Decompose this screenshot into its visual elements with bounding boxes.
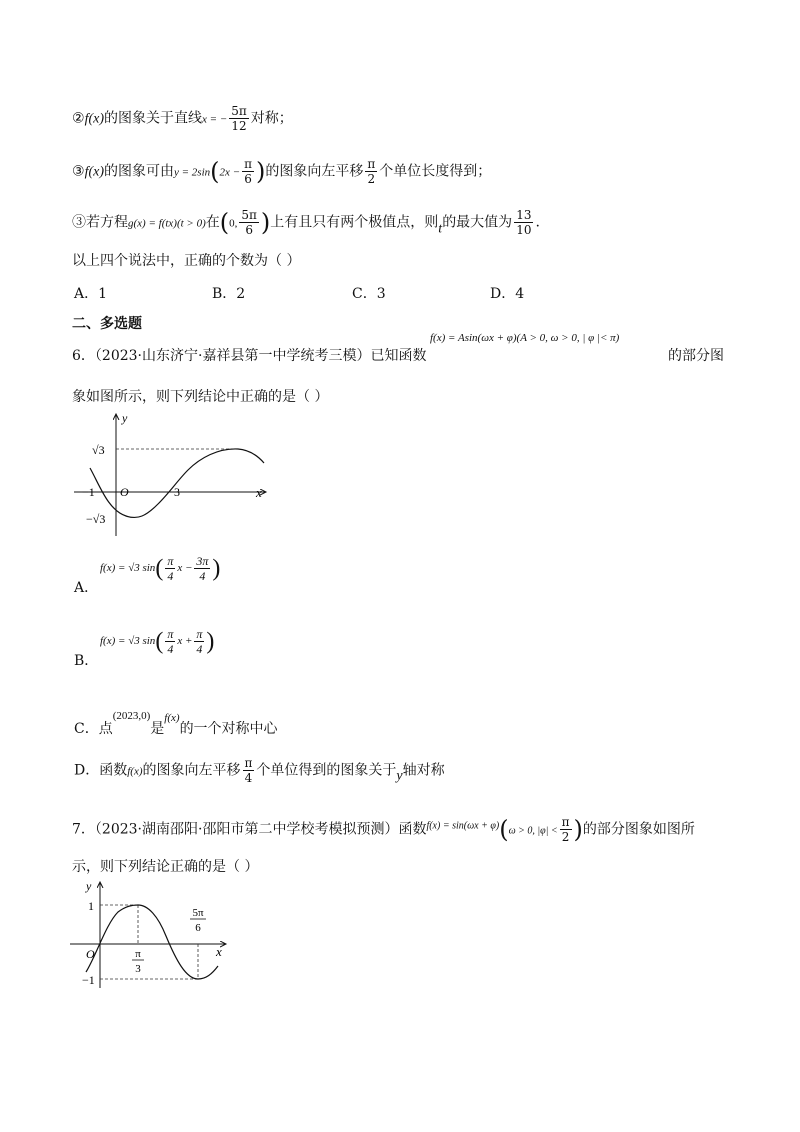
question-6-tail: 的部分图: [668, 348, 724, 364]
statement-3-inner: 2x −: [219, 166, 241, 179]
question-5-stem: 以上四个说法中，正确的个数为（ ）: [72, 253, 301, 269]
statement-2-mark: ②: [72, 110, 85, 127]
statement-2-fraction: $\frac{5\pi}{12}$: [231, 104, 247, 133]
question-7-formula: f(x) = sin(ωx + φ): [426, 820, 500, 832]
question-5-option-b[interactable]: B．2: [212, 286, 246, 302]
question-6-source: （2023·山东济宁·嘉祥县第一中学统考三模）已知函数: [94, 348, 427, 364]
graph-2-xtick-2-num: 5π: [192, 907, 204, 919]
statement-2-eq: x = −: [202, 113, 228, 126]
statement-3-text-mid: 的图象向左平移: [265, 163, 364, 180]
statement-3-fraction: $\frac{\pi}{2}$: [367, 157, 376, 186]
statement-4-eq: g(x) = f(tx)(t > 0): [128, 217, 206, 230]
question-5-option-c[interactable]: C．3: [352, 286, 386, 302]
statement-4-interval: 0,: [229, 217, 238, 230]
statement-4-mark: ③若方程: [72, 214, 128, 231]
question-6-option-c[interactable]: C．点$^{(2023,0)}$是$^{f(x)}$的一个对称中心: [74, 710, 278, 737]
graph-2-ytick-top: 1: [88, 899, 94, 913]
statement-2-text: 的图象关于直线: [104, 110, 202, 127]
graph-2-x-label: x: [216, 944, 222, 959]
question-7-number: 7．: [72, 821, 95, 838]
statement-4: ③若方程g(x) = f(tx)(t > 0)在(0, $\frac{5\pi}{6}$ )上有且只有两个极值点，则t的最大值为 $\frac{13}{10}$ .: [72, 208, 540, 237]
graph-1-xtick-right: 3: [174, 485, 180, 499]
graph-2-origin: O: [86, 947, 95, 961]
graph-1-xtick-left: −1: [82, 485, 95, 499]
statement-3-func: y = 2sin: [174, 166, 211, 179]
question-6-option-a-formula: f(x) = √3 sin( $\frac{\pi}{4}$ x − $\frac{3\pi}{4}$ ): [100, 554, 221, 583]
statement-3-inner-fraction: $\frac{\pi}{6}$: [244, 157, 252, 186]
statement-4-text-mid: 上有且只有两个极值点，则: [270, 214, 439, 231]
statement-4-fraction: $\frac{13}{10}$: [516, 208, 532, 237]
graph-2-xtick-2-den: 6: [195, 922, 201, 934]
graph-1-x-label: x: [256, 485, 262, 500]
question-6-option-d[interactable]: D．函数f(x)的图象向左平移 $\frac{\pi}{4}$ 个单位得到的图象关于y轴对称: [74, 756, 445, 785]
statement-3-fx: f(x): [84, 164, 104, 180]
question-6-number: 6．: [72, 348, 95, 364]
statement-2: [72, 104, 293, 133]
statement-3-text: 的图象可由: [104, 163, 174, 180]
question-7-condition-fraction: $\frac{\pi}{2}$: [561, 815, 570, 844]
question-7-tail: 的部分图象如图所: [582, 821, 695, 838]
question-7-line1: 7．（2023·湖南邵阳·邵阳市第二中学校考模拟预测）函数$^{f(x) = sin(\omega x + \varphi)}$(ω > 0, |φ| < $\frac{\pi}{2}$ )的部分图象如图所: [72, 815, 695, 844]
question-6-line2: 象如图所示，则下列结论中正确的是（ ）: [72, 389, 329, 405]
statement-4-t: t: [438, 221, 443, 237]
question-6-line1: [72, 345, 426, 365]
question-6-option-b-formula: f(x) = √3 sin( $\frac{\pi}{4}$ x + $\frac{\pi}{4}$ ): [100, 627, 215, 656]
statement-2-fx: f(x): [84, 111, 104, 127]
question-7-condition: ω > 0, |φ| <: [508, 825, 558, 837]
statement-4-text-mid2: 的最大值为: [442, 214, 513, 231]
graph-2-y-label: y: [86, 879, 92, 893]
question-6-option-b[interactable]: B．: [74, 653, 99, 669]
question-7-line2: 示，则下列结论正确的是（ ）: [72, 859, 259, 875]
question-6-formula: f(x) = Asin(ωx + φ)(A > 0, ω > 0, | φ |< π): [430, 332, 620, 344]
statement-4-interval-fraction: $\frac{5\pi}{6}$: [241, 208, 257, 237]
question-5-option-a[interactable]: A．1: [74, 286, 108, 302]
question-6-option-a[interactable]: A．: [74, 580, 99, 596]
graph-1: [70, 408, 280, 538]
section-title: 二、多选题: [72, 316, 142, 332]
statement-2-text-end: 对称；: [250, 110, 293, 127]
statement-3: ③f(x)的图象可由y = 2sin(2x − $\frac{\pi}{6}$ )的图象向左平移 $\frac{\pi}{2}$ 个单位长度得到；: [72, 157, 492, 186]
question-7-source: （2023·湖南邵阳·邵阳市第二中学校考模拟预测）函数: [94, 821, 427, 838]
graph-1-ytick-bottom: −√3: [86, 512, 106, 526]
statement-4-text: 在: [205, 214, 220, 231]
graph-2: [66, 876, 238, 996]
graph-2-xtick-1-num: π: [135, 948, 141, 960]
graph-1-origin: O: [120, 485, 129, 499]
graph-1-y-label: y: [122, 411, 128, 425]
statement-3-mark: ③: [72, 163, 85, 180]
graph-1-ytick-top: √3: [92, 443, 105, 457]
statement-3-text-end: 个单位长度得到；: [379, 163, 492, 180]
graph-2-xtick-1-den: 3: [135, 963, 141, 975]
graph-2-ytick-bottom: −1: [82, 973, 95, 987]
question-5-option-d[interactable]: D．4: [490, 286, 525, 302]
